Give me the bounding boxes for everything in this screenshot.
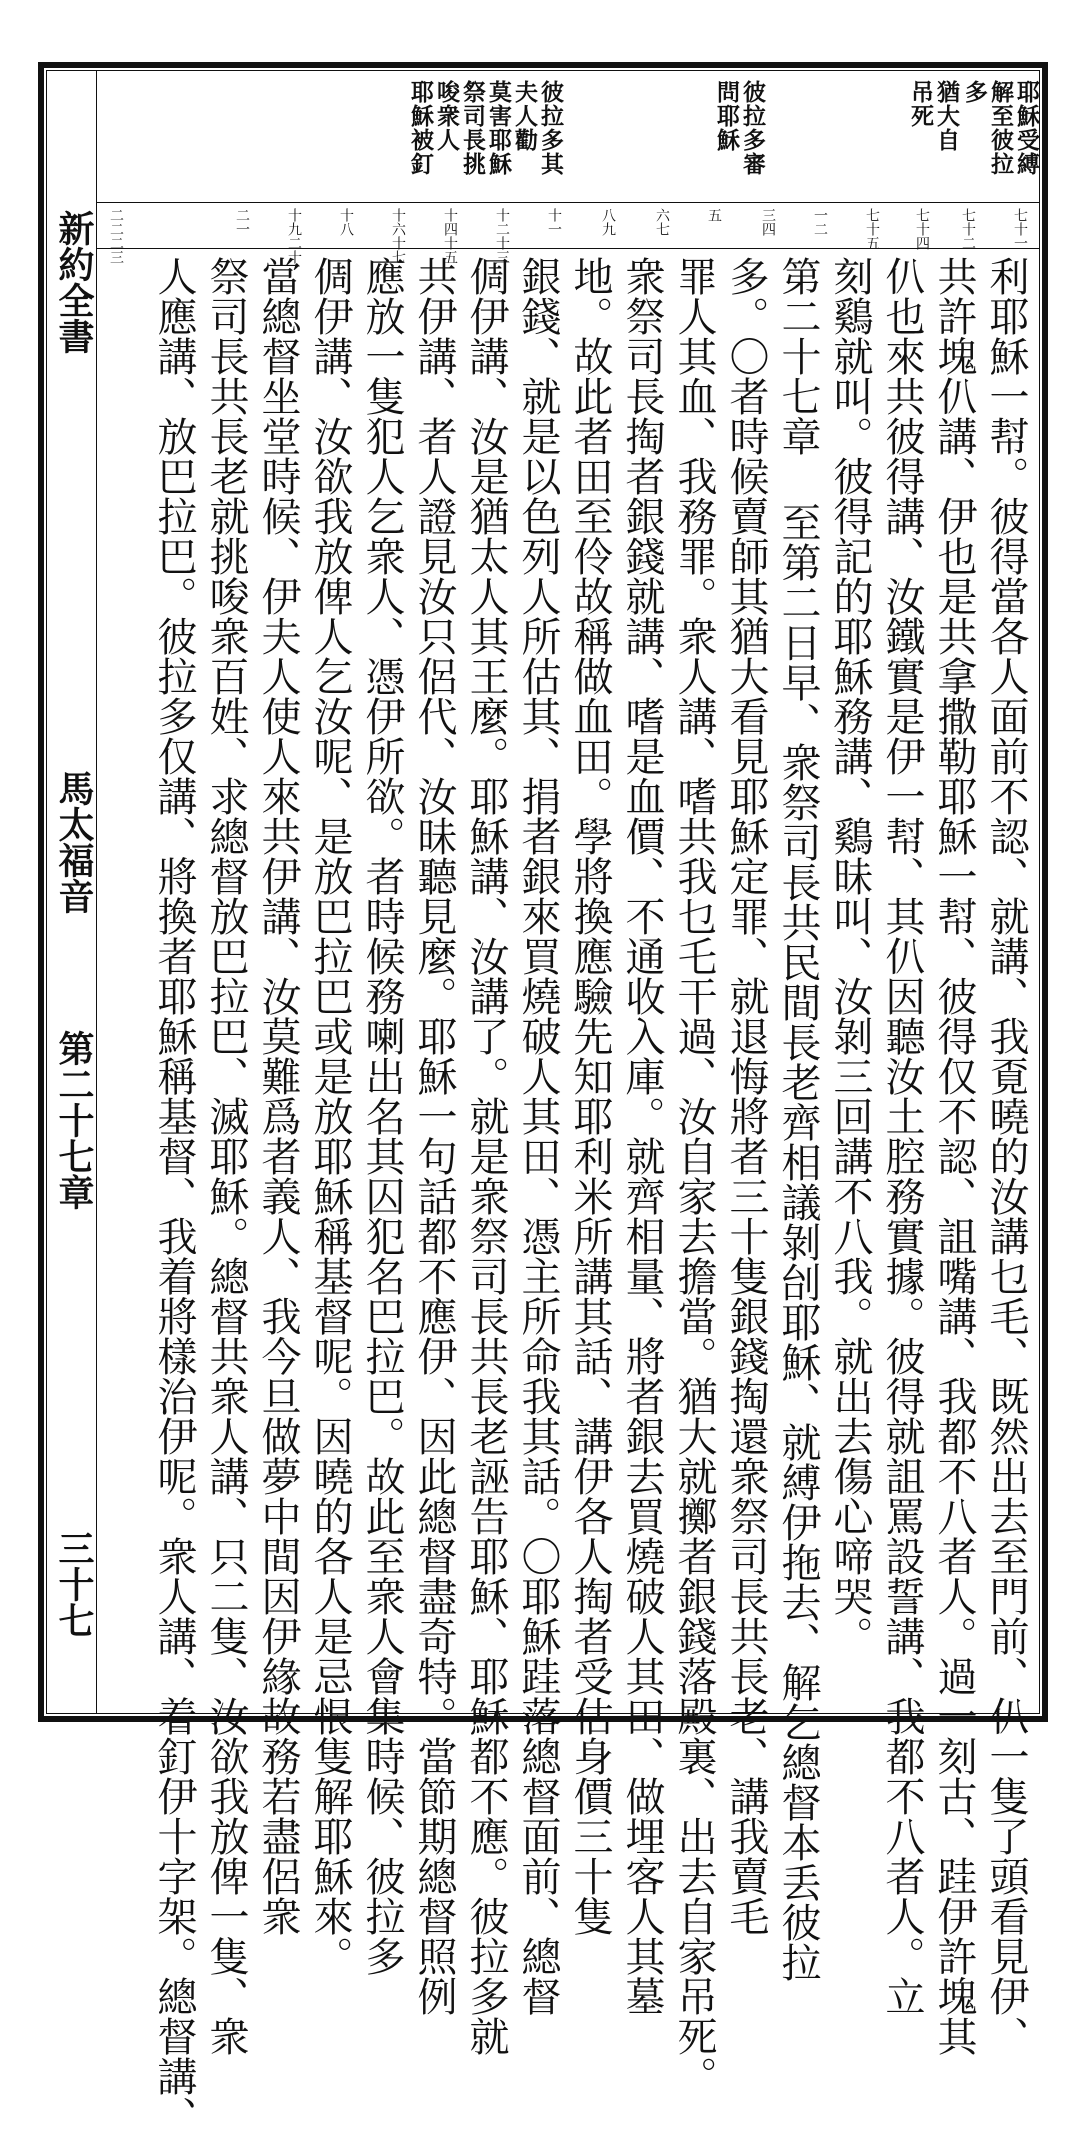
verse-number: 八九 (600, 208, 616, 236)
header-note: 唆衆人 (433, 80, 460, 152)
verse-number: 七十五 (864, 208, 880, 250)
verse-number: 十一 (546, 208, 562, 236)
text-column: 衆祭司長掏者銀錢就講、嗜是血價、不通收入庫。就齊相量、將者銀去買燒破人其田、做埋客人其墓 (619, 256, 665, 2016)
verse-number: 七十二 (960, 208, 976, 250)
header-note: 吊死 (907, 80, 934, 128)
text-column: 第二十七章 至第二日早、衆祭司長共民間長老齊相議剝刣耶穌、就縛伊拖去、解乞總督本丢彼拉 (775, 256, 821, 1982)
header-note: 祭司長挑 (459, 80, 486, 176)
text-column: 人應講、放巴拉巴。彼拉多仅講、將換者耶穌稱基督、我着將樣治伊呢。衆人講、着釘伊十字架。總督講、 (151, 256, 197, 2136)
book-title: 新約全書 (53, 210, 95, 354)
chapter-title: 第二十七章 (53, 1030, 95, 1210)
verse-number: 十四十五 (442, 208, 458, 264)
title-strip-divider (96, 70, 97, 1714)
verse-number: 六七 (654, 208, 670, 236)
text-column: 刻鷄就叫。彼得記的耶穌務講、鷄昧叫、汝剝三回講不八我。就出去傷心啼哭。 (827, 256, 873, 1656)
text-column: 倜伊講、汝欲我放俾人乞汝呢、是放巴拉巴或是放耶穌稱基督呢。因曉的各人是忌恨隻解耶穌來。 (307, 256, 353, 1976)
verse-number: 十二十三 (494, 208, 510, 264)
text-column: 仈也來共彼得講、汝鐵實是伊一幇、其仈因聽汝土腔務實據。彼得就詛罵設誓講、我都不八者人。立 (879, 256, 925, 2016)
header-note: 耶穌被釘 (407, 80, 434, 176)
text-column: 應放一隻犯人乞衆人、憑伊所欲。者時候務喇出名其囚犯名巴拉巴。故此至衆人會集時候、彼拉多 (359, 256, 405, 1976)
verse-number: 十六十七 (390, 208, 406, 264)
main-text (100, 256, 1036, 2136)
text-column: 銀錢、就是以色列人所估其、捐者銀來買燒破人其田、憑主所命我其話。〇耶穌跬落總督面前、總督 (515, 256, 561, 2016)
header-divider (96, 202, 1040, 203)
verse-numbers (100, 204, 1038, 264)
text-column: 共伊講、者人證見汝只侶代、汝昧聽見麼。耶穌一句話都不應伊、因此總督盡奇特。當節期總督照例 (411, 256, 457, 2016)
text-column: 多。〇者時候賣師其猶大看見耶穌定罪、就退悔將者三十隻銀錢掏還衆祭司長共長老、講我賣毛 (723, 256, 769, 1936)
header-note: 解至彼拉 (987, 80, 1014, 176)
verse-number: 一二 (812, 208, 828, 236)
verse-number: 三四 (760, 208, 776, 236)
text-column: 祭司長共長老就挑唆衆百姓、求總督放巴拉巴、滅耶穌。總督共衆人講、只二隻、汝欲我放俾一隻、衆 (203, 256, 249, 2056)
verse-number: 五 (706, 208, 722, 222)
verse-number: 七十四 (914, 208, 930, 250)
title-strip (50, 210, 94, 1700)
header-note: 莫害耶穌 (485, 80, 512, 176)
verse-number: 十九二十 (286, 208, 302, 264)
verse-number: 二二二三 (108, 208, 124, 264)
verse-number: 二一 (234, 208, 250, 236)
header-note: 多 (961, 80, 988, 104)
text-column: 罪人其血、我務罪。衆人講、嗜共我乜乇干過、汝自家去擔當。猶大就擲者銀錢落殿裏、出去自家吊死。 (671, 256, 717, 2096)
verse-number: 十八 (338, 208, 354, 236)
header-note: 彼拉多其 (537, 80, 564, 176)
page-number: 三十七 (53, 1530, 95, 1638)
numbers-divider (96, 248, 1040, 249)
header-note: 彼拉多審 (739, 80, 766, 176)
text-column: 當總督坐堂時候、伊夫人使人來共伊講、汝莫難爲者義人、我今旦做夢中間因伊緣故務若盡侶衆 (255, 256, 301, 1936)
text-column: 共許塊仈講、伊也是共拿撒勒耶穌一幇、彼得仅不認、詛嘴講、我都不八者人。過一刻古、跬伊許塊其 (931, 256, 977, 2056)
gospel-title: 馬太福音 (53, 770, 95, 914)
text-column: 地。故此者田至伶故稱做血田。學將換應驗先知耶利米所講其話、講伊各人掏者受估身價三十隻 (567, 256, 613, 1936)
header-note: 猶大自 (933, 80, 960, 152)
header-note: 問耶穌 (713, 80, 740, 152)
header-notes (100, 74, 1038, 202)
text-column: 利耶穌一幇。彼得當各人面前不認、就講、我覔曉的汝講乜毛、既然出去至門前、仈一隻了頭看見伊、 (983, 256, 1029, 2056)
text-column: 倜伊講、汝是猶太人其王麼。耶穌講、汝講了。就是衆祭司長共長老誣告耶穌、耶穌都不應。彼拉多就 (463, 256, 509, 2056)
header-note: 夫人勸 (511, 80, 538, 152)
header-note: 耶穌受縛 (1013, 80, 1040, 176)
verse-number: 七十一 (1012, 208, 1028, 250)
